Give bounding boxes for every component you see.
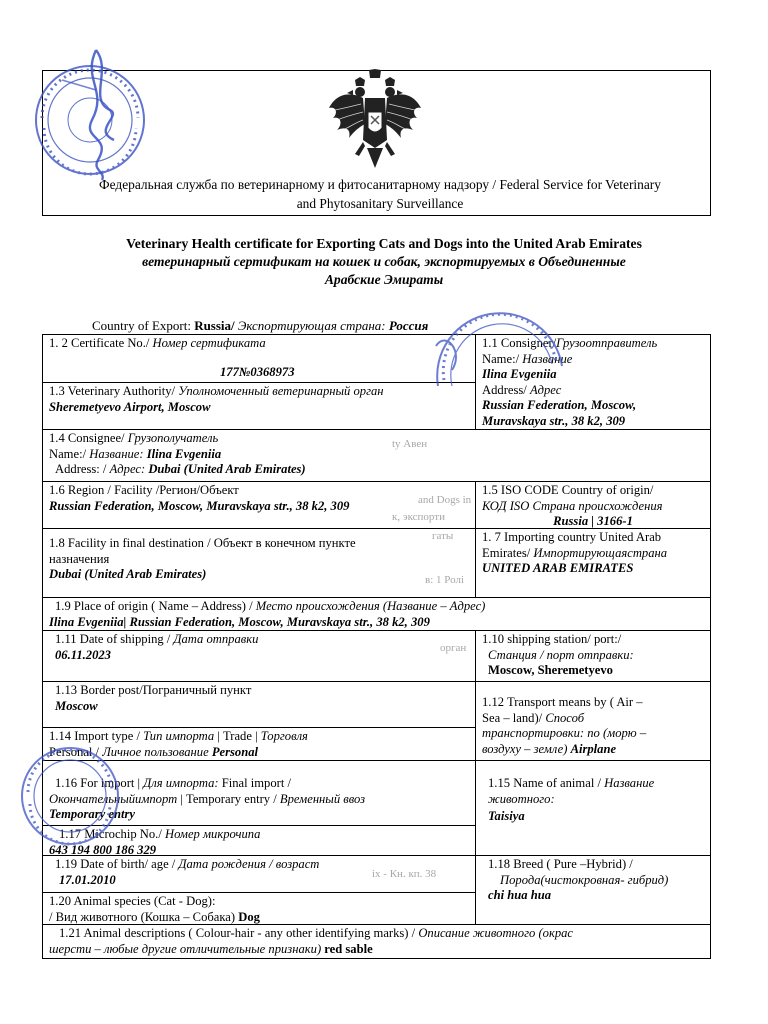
shipping-date-value: 06.11.2023 [55, 647, 111, 662]
consigner-address-label: Address/ [482, 382, 527, 397]
for-import-temp: | Temporary entry / [180, 791, 277, 806]
animal-name-label-ru-2: животного: [488, 791, 555, 806]
importing-country-value: UNITED ARAB EMIRATES [482, 561, 634, 575]
cert-no-label-ru: Номер сертификата [152, 336, 266, 350]
country-label-ru: Экспортирующая страна: [237, 318, 386, 333]
consigner-name-value: Ilina Evgeniia [482, 367, 557, 381]
cell-name-of-animal [475, 760, 711, 856]
consignee-name-value: Ilina Evgeniia [146, 446, 222, 461]
region-value: Russian Federation, Moscow, Muravskaya str., 38 k2, 309 [49, 498, 350, 513]
cell-shipping-station [475, 630, 711, 682]
bleed-text-a: and Dogs in [418, 494, 472, 506]
microchip-value: 643 194 800 186 329 [49, 842, 157, 856]
species-label-2: / Вид животного (Кошка – Собака) [49, 909, 236, 924]
species-value: Dog [238, 909, 260, 924]
title-russian-line-1: ветеринарный сертификат на кошек и собак, экспортируемых в Объединенные [142, 254, 626, 269]
country-value-en: Russia/ [194, 318, 235, 333]
animal-name-label-ru-1: Название [604, 776, 655, 790]
border-post-value: Moscow [55, 698, 98, 713]
cell-certificate-no [42, 334, 476, 383]
importing-country-label-2: Emirates/ [482, 545, 531, 560]
bleed-text-f: ty Авен [392, 438, 428, 450]
vet-authority-label: 1.3 Veterinary Authority/ [49, 384, 176, 398]
cell-consignee [42, 429, 711, 482]
import-type-trade-ru: Торговля [260, 729, 308, 743]
consignee-address-label: Address: / [55, 462, 107, 476]
iso-value: Russia | 3166-1 [553, 514, 633, 528]
transport-value: Airplane [570, 741, 617, 756]
cert-no-label: 1. 2 Certificate No./ [49, 336, 150, 350]
final-destination-value: Dubai (United Arab Emirates) [49, 567, 207, 581]
place-of-origin-label: 1.9 Place of origin ( Name – Address) / [55, 599, 253, 613]
bleed-text-e: орган [440, 642, 467, 654]
import-type-label: 1.14 Import type / [49, 729, 140, 743]
cell-transport-means [475, 681, 711, 761]
cell-veterinary-authority [42, 382, 476, 430]
double-headed-eagle-emblem [325, 68, 425, 172]
handwritten-signature [52, 40, 142, 190]
import-type-trade: | Trade | [217, 729, 258, 743]
breed-value: chi hua hua [488, 888, 551, 902]
transport-label-ru-3: воздуху – земле) [482, 741, 568, 756]
birth-date-label: 1.19 Date of birth/ age / [55, 857, 176, 871]
place-of-origin-label-ru: Место происхождения (Название – Адрес) [255, 599, 486, 613]
shipping-station-value: Moscow, Sheremetyevo [488, 663, 613, 677]
agency-line-2: and Phytosanitary Surveillance [296, 196, 464, 211]
for-import-final-ru: Окончательныйимпорт [49, 791, 178, 806]
consigner-name-label: Name:/ [482, 351, 520, 366]
bleed-text-b: к, экспорти [392, 511, 445, 523]
round-official-stamp [14, 736, 134, 856]
for-import-label-ru: Для импорта: [143, 776, 219, 790]
breed-label-ru: Порода(чистокровная- гибрид) [500, 872, 669, 887]
iso-label: 1.5 ISO CODE Country of origin/ [482, 483, 654, 497]
final-destination-label-2: назначения [49, 551, 110, 566]
animal-name-label: 1.15 Name of animal / [488, 776, 601, 790]
import-type-value: Personal [211, 744, 259, 759]
cell-final-destination [42, 528, 476, 598]
microchip-label: 1.17 Microchip No./ [59, 827, 162, 841]
description-value: red sable [324, 941, 373, 956]
transport-label: 1.12 Transport means by ( Air – [482, 695, 643, 709]
border-post-label: 1.13 Border post/Пограничный пункт [55, 683, 252, 697]
region-label: 1.6 Region / Facility /Регион/Объект [49, 483, 239, 497]
import-type-personal-ru: Личное пользование [102, 744, 209, 759]
consignee-name-label: Name:/ [49, 446, 87, 461]
place-of-origin-value: Ilina Evgeniia| Russian Federation, Moscow, Muravskaya str., 38 k2, 309 [49, 614, 430, 629]
for-import-temp-ru: Временный ввоз [279, 791, 366, 806]
consignee-address-label-ru: Адрес: [109, 462, 146, 476]
consigner-address-line-1: Russian Federation, Moscow, [482, 398, 637, 412]
shipping-date-label-ru: Дата отправки [173, 632, 259, 646]
title-russian-line-2: Арабские Эмираты [324, 272, 444, 287]
birth-date-label-ru: Дата рождения / возраст [178, 857, 320, 871]
shipping-station-label-ru: Станция / порт отправки: [488, 647, 634, 662]
import-type-personal: Personal / [49, 744, 100, 759]
consignee-label: 1.4 Consignee/ [49, 431, 125, 445]
description-label-ru-1: Описание животного (окрас [418, 926, 574, 940]
breed-label: 1.18 Breed ( Pure –Hybrid) / [488, 857, 633, 871]
vet-authority-value: Sheremetyevo Airport, Moscow [49, 399, 211, 414]
consigner-address-label-ru: Адрес [529, 382, 562, 397]
transport-label-2: Sea – land)/ [482, 710, 543, 725]
shipping-station-label: 1.10 shipping station/ port:/ [482, 632, 622, 646]
agency-line-1: Федеральная служба по ветеринарному и фитосанитарному надзору / Federal Service for Veterinary [99, 177, 661, 192]
cell-place-of-origin [42, 597, 711, 631]
transport-label-ru-1: Способ [545, 710, 585, 725]
birth-date-value: 17.01.2010 [59, 872, 116, 887]
consignee-address-value: Dubai (United Arab Emirates) [148, 462, 306, 476]
consignee-name-label-ru: Название: [89, 446, 144, 461]
for-import-value: Temporary entry [49, 807, 135, 821]
description-label-ru-2: шерсти – любые другие отличительные признаки) [49, 941, 322, 956]
country-of-export [92, 318, 428, 334]
bleed-text-g: ix - Кн. кп. 38 [372, 868, 437, 880]
bleed-text-d: в: 1 Ролі [425, 574, 464, 586]
consigner-name-label-ru: Название [522, 351, 573, 366]
for-import-final: Final import / [221, 776, 291, 790]
shipping-date-label: 1.11 Date of shipping / [55, 632, 171, 646]
round-official-stamp [430, 290, 573, 400]
title-english: Veterinary Health certificate for Exporting Cats and Dogs into the United Arab Emirates [126, 236, 642, 251]
iso-label-ru: КОД ISO Страна происхождения [482, 498, 663, 513]
bleed-text-c: гаты [432, 530, 454, 542]
consigner-label: 1.1 Consigner/ [482, 336, 557, 350]
animal-name-value: Taisiya [488, 809, 525, 823]
microchip-label-ru: Номер микрочипа [165, 827, 261, 841]
cell-date-of-shipping [42, 630, 476, 682]
importing-country-label: 1. 7 Importing country United Arab [482, 530, 662, 544]
cell-animal-descriptions [42, 924, 711, 959]
country-label: Country of Export: [92, 318, 191, 333]
cell-importing-country [475, 528, 711, 598]
country-value-ru: Россия [388, 318, 429, 333]
final-destination-label: 1.8 Facility in final destination / Объект в конечном пункте [49, 536, 356, 550]
species-label: 1.20 Animal species (Cat - Dog): [49, 894, 216, 908]
vet-authority-label-ru: Уполномоченный ветеринарный орган [178, 384, 384, 398]
for-import-label: 1.16 For import | [55, 776, 141, 790]
consigner-label-ru: Грузоотправитель [556, 336, 658, 350]
description-label: 1.21 Animal descriptions ( Colour-hair - any other identifying marks) / [59, 926, 416, 940]
consignee-label-ru: Грузополучатель [127, 431, 219, 445]
cell-breed [475, 855, 711, 925]
cert-no-value: 177№0368973 [220, 364, 295, 379]
cell-iso-code [475, 481, 711, 529]
transport-label-ru-2: транспортировки: по (морю – [482, 726, 647, 740]
consigner-address-line-2: Muravskaya str., 38 k2, 309 [482, 413, 626, 428]
import-type-label-ru: Тип импорта [143, 729, 215, 743]
cell-animal-species [42, 892, 476, 925]
cell-border-post [42, 681, 476, 728]
importing-country-label-ru: Импортирующаястрана [533, 545, 668, 560]
